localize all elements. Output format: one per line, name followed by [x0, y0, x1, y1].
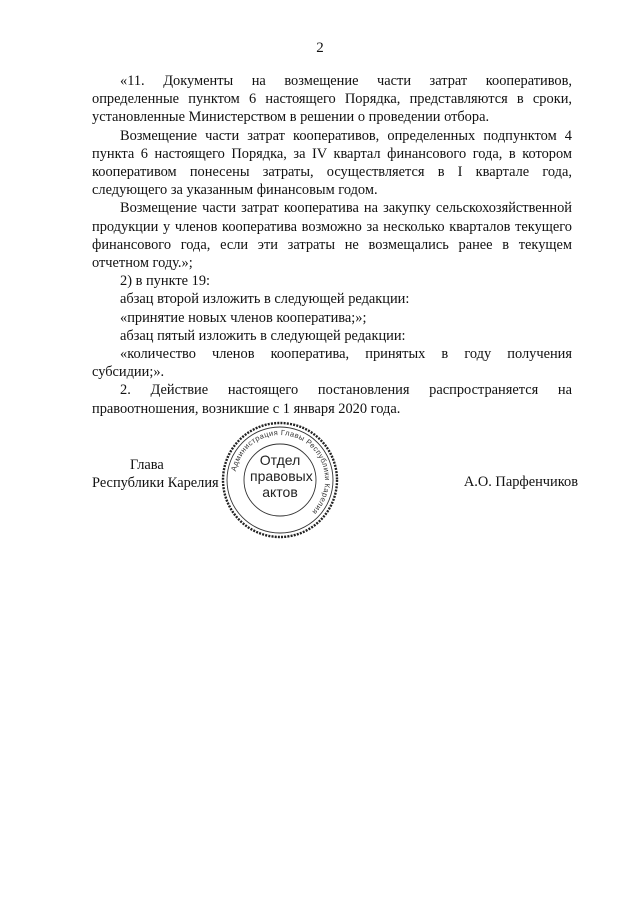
paragraph-3: Возмещение части затрат кооператива на закупку сельскохозяйственной продукции у членов кооператива возможно за несколько кварталов текущего финансового года, если эти затраты не возмещались ранее в текущем отчетном году.»;	[92, 200, 572, 272]
paragraph-5: абзац второй изложить в следующей редакции:	[120, 291, 410, 308]
paragraph-7: абзац пятый изложить в следующей редакции:	[120, 327, 406, 344]
signatory-title-line1: Глава	[130, 457, 164, 473]
stamp-line3: актов	[262, 484, 298, 500]
stamp-center-text	[250, 452, 313, 500]
paragraph-1: «11. Документы на возмещение части затрат кооперативов, определенные пунктом 6 настоящего Порядка, представляются в сроки, установленные Министерством в решении о проведении отбора.	[92, 73, 572, 126]
stamp-line1: Отдел	[259, 452, 301, 468]
signatory-title	[92, 456, 219, 492]
paragraph-9: 2. Действие настоящего постановления распространяется на правоотношения, возникшие с 1 января 2020 года.	[92, 382, 572, 417]
paragraph-8: «количество членов кооператива, принятых в году получения субсидии;».	[92, 346, 572, 381]
document-body	[92, 72, 572, 418]
signatory-name: А.О. Парфенчиков	[463, 474, 578, 490]
paragraph-2: Возмещение части затрат кооперативов, определенных подпунктом 4 пункта 6 настоящего Порядка, за IV квартал финансового года, в котором кооперативом понесены затраты, осуществляется в I квартале года, следующего за указанным финансовым годом.	[92, 127, 572, 199]
stamp-line2: правовых	[250, 468, 313, 484]
stamp-ring-text: Администрация Главы Республики Карелия	[228, 427, 333, 517]
official-stamp	[220, 420, 340, 540]
paragraph-6: «принятие новых членов кооператива;»;	[120, 309, 367, 326]
signatory-title-line2: Республики Карелия	[92, 475, 219, 492]
page-number: 2	[316, 40, 324, 56]
paragraph-4: 2) в пункте 19:	[120, 273, 211, 290]
